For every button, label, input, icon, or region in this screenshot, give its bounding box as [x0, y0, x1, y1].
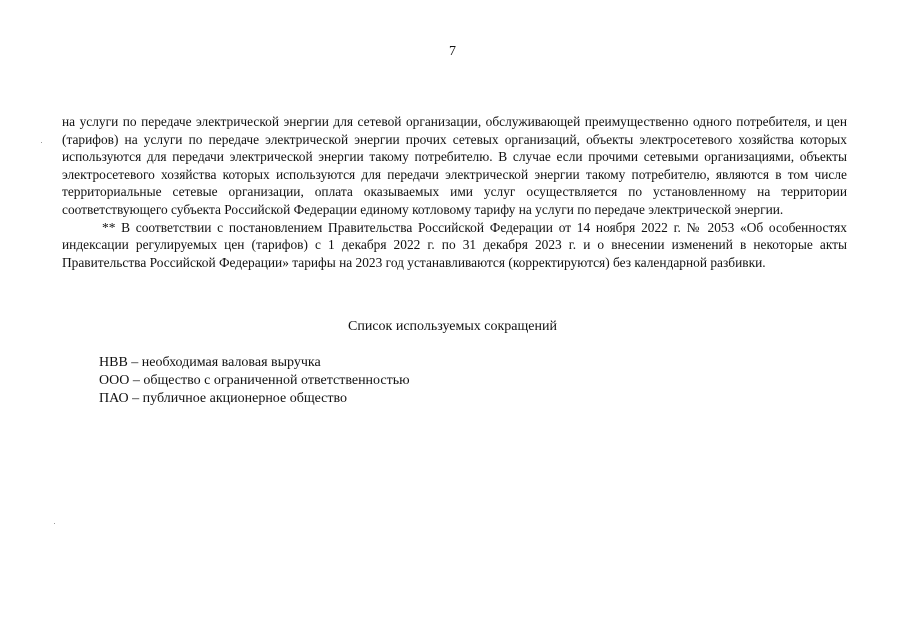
scan-speck: [54, 523, 55, 524]
abbreviations-list: [99, 354, 410, 408]
footnotes-section: [62, 113, 847, 271]
abbreviations-title: Список используемых сокращений: [348, 319, 557, 334]
abbreviation-item: НВВ – необходимая валовая выручка: [99, 355, 321, 370]
abbreviation-item: ООО – общество с ограниченной ответственностью: [99, 373, 410, 388]
footnote-continuation: на услуги по передаче электрической энергии для сетевой организации, обслуживающей преимущественно одного потребителя, и цен (тарифов) на услуги по передаче электрической энергии прочих сетевых организаций, объекты электросетевого хозяйства которых используются для передачи электрической энергии такому потребителю. В случае если прочими сетевыми организациями, объекты электросетевого хозяйства которых используются для передачи электрической энергии такому потребителю, являются в том числе территориальные сетевые организации, оплата оказываемых ими услуг осуществляется по установленному на территории соответствующего субъекта Российской Федерации единому котловому тарифу на услуги по передаче электрической энергии.: [62, 114, 847, 217]
footnote-double-asterisk: ** В соответствии с постановлением Правительства Российской Федерации от 14 ноября 2022 г. № 2053 «Об особенностях индексации регулируемых цен (тарифов) с 1 декабря 2022 г. по 31 декабря 2023 г. и о внесении изменений в некоторые акты Правительства Российской Федерации» тарифы на 2023 год устанавливаются (корректируются) без календарной разбивки.: [62, 219, 847, 270]
scan-speck: [41, 142, 42, 143]
page-number: 7: [449, 44, 456, 59]
abbreviation-item: ПАО – публичное акционерное общество: [99, 391, 348, 406]
